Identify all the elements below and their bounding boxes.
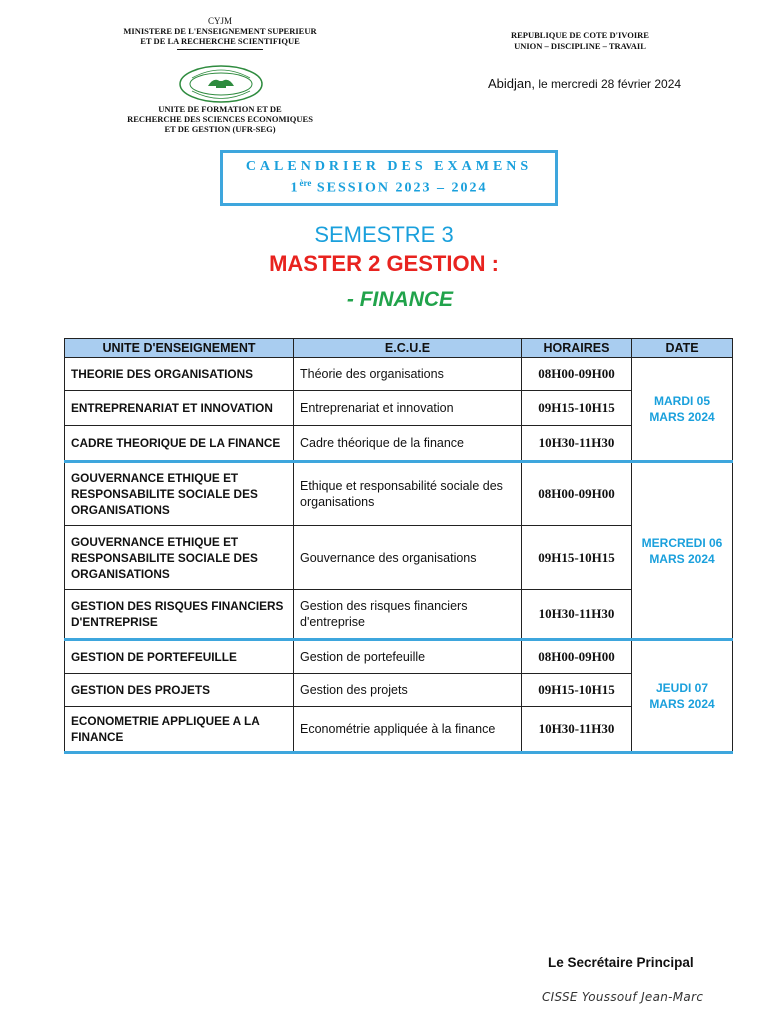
- ue-cell: GOUVERNANCE ETHIQUE ET RESPONSABILITE SOCIALE DES ORGANISATIONS: [65, 462, 294, 526]
- ecue-cell: Cadre théorique de la finance: [294, 426, 522, 462]
- document-date: [488, 76, 681, 91]
- signatory-title: Le Secrétaire Principal: [548, 955, 694, 970]
- date-day: JEUDI 07: [655, 681, 709, 695]
- horaire-cell: 09H15-10H15: [522, 391, 632, 426]
- country-name: REPUBLIQUE DE COTE D'IVOIRE: [511, 30, 649, 40]
- ue-cell: THEORIE DES ORGANISATIONS: [65, 358, 294, 391]
- date-cell: [632, 640, 733, 753]
- horaire-cell: 09H15-10H15: [522, 674, 632, 707]
- horaire-cell: 10H30-11H30: [522, 426, 632, 462]
- ecue-cell: Gouvernance des organisations: [294, 526, 522, 590]
- ecue-cell: Gestion des projets: [294, 674, 522, 707]
- header-divider: [177, 49, 263, 50]
- ufr-line-3: ET DE GESTION (UFR-SEG): [164, 124, 276, 134]
- date-month: MARS 2024: [649, 410, 715, 424]
- ecue-cell: Gestion des risques financiers d'entreprise: [294, 590, 522, 640]
- ue-cell: GOUVERNANCE ETHIQUE ET RESPONSABILITE SOCIALE DES ORGANISATIONS: [65, 526, 294, 590]
- horaire-cell: 09H15-10H15: [522, 526, 632, 590]
- initials: CYJM: [207, 16, 232, 26]
- session-number: 1: [290, 180, 300, 196]
- date-cell: [632, 462, 733, 640]
- ufr-line-2: RECHERCHE DES SCIENCES ECONOMIQUES: [127, 114, 313, 124]
- table-row: [65, 462, 733, 526]
- ecue-cell: Econométrie appliquée à la finance: [294, 707, 522, 753]
- horaire-cell: 10H30-11H30: [522, 707, 632, 753]
- header-ecue: E.C.U.E: [294, 339, 522, 358]
- signatory-name: CISSE Youssouf Jean-Marc: [542, 990, 704, 1004]
- program-title: MASTER 2 GESTION :: [269, 251, 499, 276]
- calendar-title: CALENDRIER DES EXAMENS: [245, 159, 533, 174]
- table-row: [65, 358, 733, 391]
- table-header-row: [65, 339, 733, 358]
- ecue-cell: Théorie des organisations: [294, 358, 522, 391]
- ufr-line-1: UNITE DE FORMATION ET DE: [158, 104, 282, 114]
- specialty-title: - FINANCE: [346, 288, 454, 311]
- ecue-cell: Entreprenariat et innovation: [294, 391, 522, 426]
- header-ue: UNITE D'ENSEIGNEMENT: [65, 339, 294, 358]
- header-horaires: HORAIRES: [522, 339, 632, 358]
- semester-title: SEMESTRE 3: [314, 222, 454, 247]
- ministry-line-1: MINISTERE DE L'ENSEIGNEMENT SUPERIEUR: [123, 26, 317, 36]
- horaire-cell: 08H00-09H00: [522, 462, 632, 526]
- horaire-cell: 10H30-11H30: [522, 590, 632, 640]
- ue-cell: GESTION DES PROJETS: [65, 674, 294, 707]
- date-month: MARS 2024: [649, 551, 715, 566]
- ecue-cell: Gestion de portefeuille: [294, 640, 522, 674]
- date-day: MERCREDI 06: [641, 535, 723, 550]
- ue-cell: CADRE THEORIQUE DE LA FINANCE: [65, 426, 294, 462]
- national-motto: UNION – DISCIPLINE – TRAVAIL: [514, 41, 646, 51]
- horaire-cell: 08H00-09H00: [522, 358, 632, 391]
- horaire-cell: 08H00-09H00: [522, 640, 632, 674]
- ue-cell: GESTION DE PORTEFEUILLE: [65, 640, 294, 674]
- ministry-header: [90, 16, 350, 50]
- date-month: MARS 2024: [649, 697, 715, 711]
- exam-calendar-title-box: [220, 150, 558, 206]
- date-day: MARDI 05: [653, 394, 710, 408]
- republic-header: [480, 30, 680, 52]
- session-title: [223, 178, 555, 197]
- university-logo: [178, 64, 264, 104]
- city: Abidjan,: [488, 76, 535, 91]
- ufr-header: [100, 104, 340, 134]
- ministry-line-2: ET DE LA RECHERCHE SCIENTIFIQUE: [140, 36, 300, 46]
- ue-cell: ECONOMETRIE APPLIQUEE A LA FINANCE: [65, 707, 294, 753]
- table-row: [65, 640, 733, 674]
- session-years: SESSION 2023 – 2024: [311, 180, 488, 196]
- ue-cell: GESTION DES RISQUES FINANCIERS D'ENTREPRISE: [65, 590, 294, 640]
- ecue-cell: Ethique et responsabilité sociale des organisations: [294, 462, 522, 526]
- session-superscript: ère: [299, 178, 312, 188]
- date-text: le mercredi 28 février 2024: [534, 77, 682, 91]
- ue-cell: ENTREPRENARIAT ET INNOVATION: [65, 391, 294, 426]
- header-date: DATE: [632, 339, 733, 358]
- exam-schedule-table: [64, 338, 733, 754]
- date-cell: [632, 358, 733, 462]
